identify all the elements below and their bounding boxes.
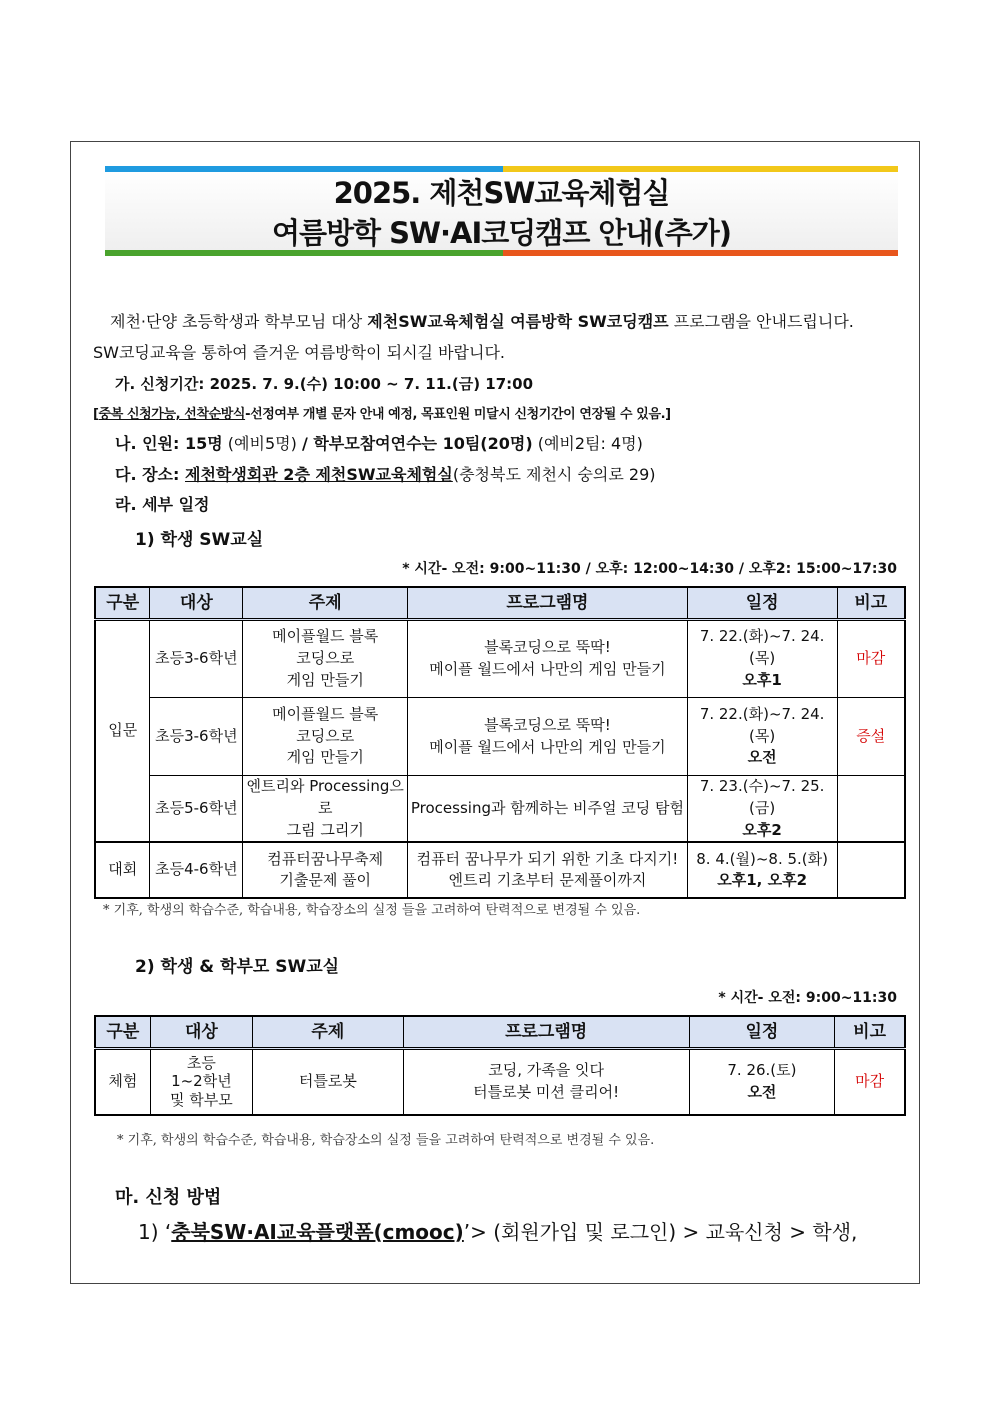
date-line: 7. 26.(토) [727, 1061, 797, 1079]
table-row [95, 776, 905, 843]
location-a: 다. 장소: [115, 465, 185, 484]
time-line: 오후1, 오후2 [717, 871, 808, 890]
table-row [95, 842, 905, 898]
time-line: 오후1 [742, 670, 782, 689]
sec1-footnote: * 기후, 학생의 학습수준, 학습내용, 학습장소의 실정 들을 고려하여 탄력적으로 변경될 수 있음. [103, 903, 641, 918]
note-underlined: 중복 신청가능, 선착순방식 [98, 407, 246, 422]
title-line1: 2025. 제천SW교육체험실 [333, 176, 670, 210]
topic-line: 기출문제 풀이 [279, 871, 372, 890]
col-date: 일정 [687, 587, 837, 620]
program-cell [403, 1049, 689, 1115]
location-b: 제천학생회관 2층 제천SW교육체험실 [185, 465, 453, 484]
col-topic: 주제 [243, 587, 408, 620]
time-line: 오전 [747, 1082, 777, 1101]
target-cell: 초등3-6학년 [150, 620, 243, 698]
date-line: 7. 23.(수)~7. 25.(금) [699, 777, 825, 817]
note-cell [837, 842, 905, 898]
topic-cell [243, 698, 408, 776]
col-note: 비고 [837, 587, 905, 620]
program-line: 메이플 월드에서 나만의 게임 만들기 [429, 737, 666, 756]
method-post: ’> (회원가입 및 로그인) > 교육신청 > 학생, [463, 1220, 858, 1244]
topic-cell: 터틀로봇 [253, 1049, 404, 1115]
col-program: 프로그램명 [403, 1016, 689, 1049]
sec1-heading: 1) 학생 SW교실 [135, 530, 264, 550]
target-cell: 초등4-6학년 [150, 842, 243, 898]
group-cell: 체험 [95, 1049, 150, 1115]
participants-d: (예비2팀: 4명) [532, 434, 643, 453]
program-line: 코딩, 가족을 잇다 [488, 1061, 605, 1079]
date-line: 7. 22.(화)~7. 24.(목) [699, 704, 825, 745]
program-line: 메이플 월드에서 나만의 게임 만들기 [429, 660, 666, 678]
participants-a: 나. 인원: 15명 [115, 434, 223, 453]
topic-line: 게임 만들기 [286, 670, 364, 689]
time-line: 오전 [747, 748, 777, 767]
method-pre: 1) ‘ [138, 1220, 172, 1244]
note-cell [837, 776, 905, 843]
program-line: 엔트리 기초부터 문제풀이까지 [448, 871, 647, 890]
topic-line: 그림 그리기 [286, 820, 364, 839]
sec1-header-row [95, 587, 905, 620]
participants-c: / 학부모참여연수는 10팀(20명) [301, 434, 533, 453]
topic-line: 코딩으로 [296, 649, 355, 668]
target-line: 초등 [186, 1053, 216, 1072]
intro-b: 제천SW교육체험실 여름방학 SW코딩캠프 [367, 312, 669, 331]
program-cell [408, 842, 688, 898]
topic-line: 코딩으로 [296, 726, 355, 745]
note-rest: -선정여부 개별 문자 안내 예정, 목표인원 미달시 신청기간이 연장될 수 있음.] [245, 407, 671, 422]
col-date: 일정 [689, 1016, 835, 1049]
col-group: 구분 [95, 1016, 150, 1049]
topic-line: 컴퓨터꿈나무축제 [267, 849, 384, 868]
group-cell: 입문 [95, 620, 150, 843]
group-cell: 대회 [95, 842, 150, 898]
col-target: 대상 [150, 587, 243, 620]
target-cell: 초등3-6학년 [150, 698, 243, 776]
col-program: 프로그램명 [408, 587, 688, 620]
sec1-time: * 시간- 오전: 9:00~11:30 / 오후: 12:00~14:30 / 오후2: 15:00~17:30 [402, 561, 897, 577]
program-line: 컴퓨터 꿈나무가 되기 위한 기초 다지기! [416, 849, 679, 868]
note-cell: 마감 [835, 1049, 905, 1115]
date-cell [687, 776, 837, 843]
time-line: 오후2 [742, 820, 782, 839]
target-line: 1~2학년 [171, 1072, 232, 1091]
table-row [95, 620, 905, 698]
date-cell [689, 1049, 835, 1115]
topic-line: 엔트리와 Processing으로 [246, 777, 404, 817]
intro-line1 [110, 309, 854, 332]
sec2-time: * 시간- 오전: 9:00~11:30 [718, 990, 897, 1006]
note-cell: 증설 [837, 698, 905, 776]
col-note: 비고 [835, 1016, 905, 1049]
topic-cell [243, 842, 408, 898]
date-cell [687, 698, 837, 776]
target-line: 및 학부모 [170, 1091, 233, 1110]
participants [115, 431, 643, 454]
program-line: 블록코딩으로 뚝딱! [484, 638, 611, 657]
target-cell: 초등5-6학년 [150, 776, 243, 843]
title-line2: 여름방학 SW·AI코딩캠프 안내(추가) [272, 216, 731, 250]
topic-cell [243, 776, 408, 843]
schedule-heading: 라. 세부 일정 [115, 495, 210, 514]
platform-link[interactable]: 충북SW·AI교육플랫폼(cmooc) [171, 1220, 464, 1244]
participants-b: (예비5명) [222, 434, 302, 453]
topic-line: 게임 만들기 [286, 748, 364, 767]
application-period: 가. 신청기간: 2025. 7. 9.(수) 10:00 ~ 7. 11.(금) 17:00 [115, 375, 534, 393]
col-target: 대상 [150, 1016, 252, 1049]
target-cell [150, 1049, 252, 1115]
topic-line: 메이플월드 블록 [272, 704, 379, 723]
program-cell [408, 698, 688, 776]
intro-line2: SW코딩교육을 통하여 즐거운 여름방학이 되시길 바랍니다. [93, 343, 505, 362]
location-c: (충청북도 제천시 숭의로 29) [452, 465, 656, 484]
topic-line: 메이플월드 블록 [272, 627, 379, 646]
sec1-table [94, 586, 906, 899]
sec2-table [94, 1015, 906, 1116]
date-line: 8. 4.(월)~8. 5.(화) [696, 849, 829, 868]
sec2-footnote: * 기후, 학생의 학습수준, 학습내용, 학습장소의 실정 들을 고려하여 탄력적으로 변경될 수 있음. [117, 1133, 655, 1148]
col-group: 구분 [95, 587, 150, 620]
col-topic: 주제 [253, 1016, 404, 1049]
program-cell [408, 620, 688, 698]
topic-cell [243, 620, 408, 698]
sec2-heading: 2) 학생 & 학부모 SW교실 [135, 957, 340, 977]
program-cell: Processing과 함께하는 비주얼 코딩 탐험 [408, 776, 688, 843]
note-open: [ [93, 407, 99, 422]
location [115, 462, 656, 485]
table-row [95, 698, 905, 776]
method-step1 [138, 1216, 857, 1245]
program-line: 터틀로봇 미션 클리어! [473, 1082, 620, 1101]
note-cell: 마감 [837, 620, 905, 698]
application-note [93, 403, 671, 422]
date-cell [687, 842, 837, 898]
date-cell [687, 620, 837, 698]
method-heading: 마. 신청 방법 [115, 1187, 222, 1208]
program-line: 블록코딩으로 뚝딱! [484, 715, 611, 734]
intro-c: 프로그램을 안내드립니다. [668, 312, 854, 331]
intro-a: 제천·단양 초등학생과 학부모님 대상 [110, 312, 368, 331]
date-line: 7. 22.(화)~7. 24.(목) [699, 627, 825, 668]
sec2-header-row [95, 1016, 905, 1049]
table-row [95, 1049, 905, 1115]
